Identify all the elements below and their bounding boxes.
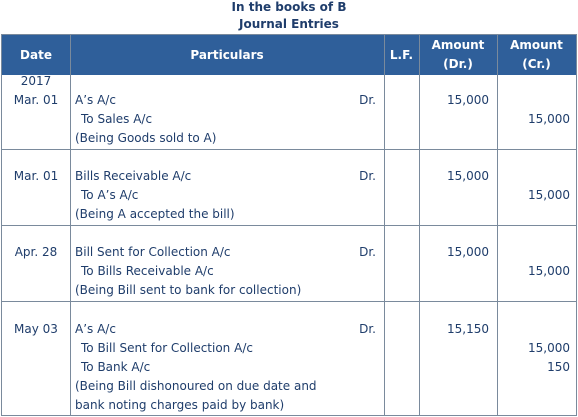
credit-amount: 15,000 — [528, 264, 570, 278]
debit-amount: 15,000 — [447, 245, 489, 259]
row-divider — [2, 301, 576, 302]
debit-account: Bills Receivable A/c — [75, 169, 192, 183]
credit-account: To A’s A/c — [81, 188, 139, 202]
entry-date: May 03 — [14, 322, 58, 336]
debit-amount: 15,150 — [447, 322, 489, 336]
dr-mark: Dr. — [359, 93, 376, 107]
credit-account: To Bill Sent for Collection A/c — [81, 341, 253, 355]
credit-amount: 150 — [547, 360, 570, 374]
entry-date: Mar. 01 — [13, 93, 59, 107]
header-particulars: Particulars — [190, 47, 264, 62]
table-header — [2, 35, 576, 75]
debit-amount: 15,000 — [447, 169, 489, 183]
credit-account: To Sales A/c — [81, 112, 153, 126]
heading-journal-entries: Journal Entries — [239, 17, 339, 31]
entry-date: Mar. 01 — [13, 169, 59, 183]
credit-amount: 15,000 — [528, 341, 570, 355]
heading-books-of: In the books of B — [231, 0, 347, 14]
header-amount-cr — [497, 35, 576, 75]
header-amount-dr-label: Amount — [431, 38, 485, 52]
row-divider — [2, 149, 576, 150]
debit-account: A’s A/c — [75, 322, 116, 336]
dr-mark: Dr. — [359, 322, 376, 336]
narration: bank noting charges paid by bank) — [75, 398, 285, 412]
entry-year: 2017 — [20, 74, 52, 88]
header-lf: L.F. — [389, 47, 414, 62]
dr-mark: Dr. — [359, 169, 376, 183]
header-amount-dr — [419, 35, 497, 75]
entry-date: Apr. 28 — [14, 245, 58, 259]
header-amount-cr-unit: (Cr.) — [522, 57, 551, 71]
debit-amount: 15,000 — [447, 93, 489, 107]
credit-amount: 15,000 — [528, 188, 570, 202]
credit-account: To Bank A/c — [81, 360, 151, 374]
narration: (Being Bill dishonoured on due date and — [75, 379, 317, 393]
debit-account: Bill Sent for Collection A/c — [75, 245, 231, 259]
narration: (Being Bill sent to bank for collection) — [75, 283, 302, 297]
journal-table — [1, 34, 577, 416]
narration: (Being A accepted the bill) — [75, 207, 235, 221]
debit-account: A’s A/c — [75, 93, 116, 107]
narration: (Being Goods sold to A) — [75, 131, 217, 145]
header-date: Date — [20, 47, 52, 62]
row-divider — [2, 225, 576, 226]
dr-mark: Dr. — [359, 245, 376, 259]
credit-account: To Bills Receivable A/c — [81, 264, 214, 278]
header-amount-dr-unit: (Dr.) — [443, 57, 473, 71]
credit-amount: 15,000 — [528, 112, 570, 126]
header-amount-cr-label: Amount — [510, 38, 563, 52]
